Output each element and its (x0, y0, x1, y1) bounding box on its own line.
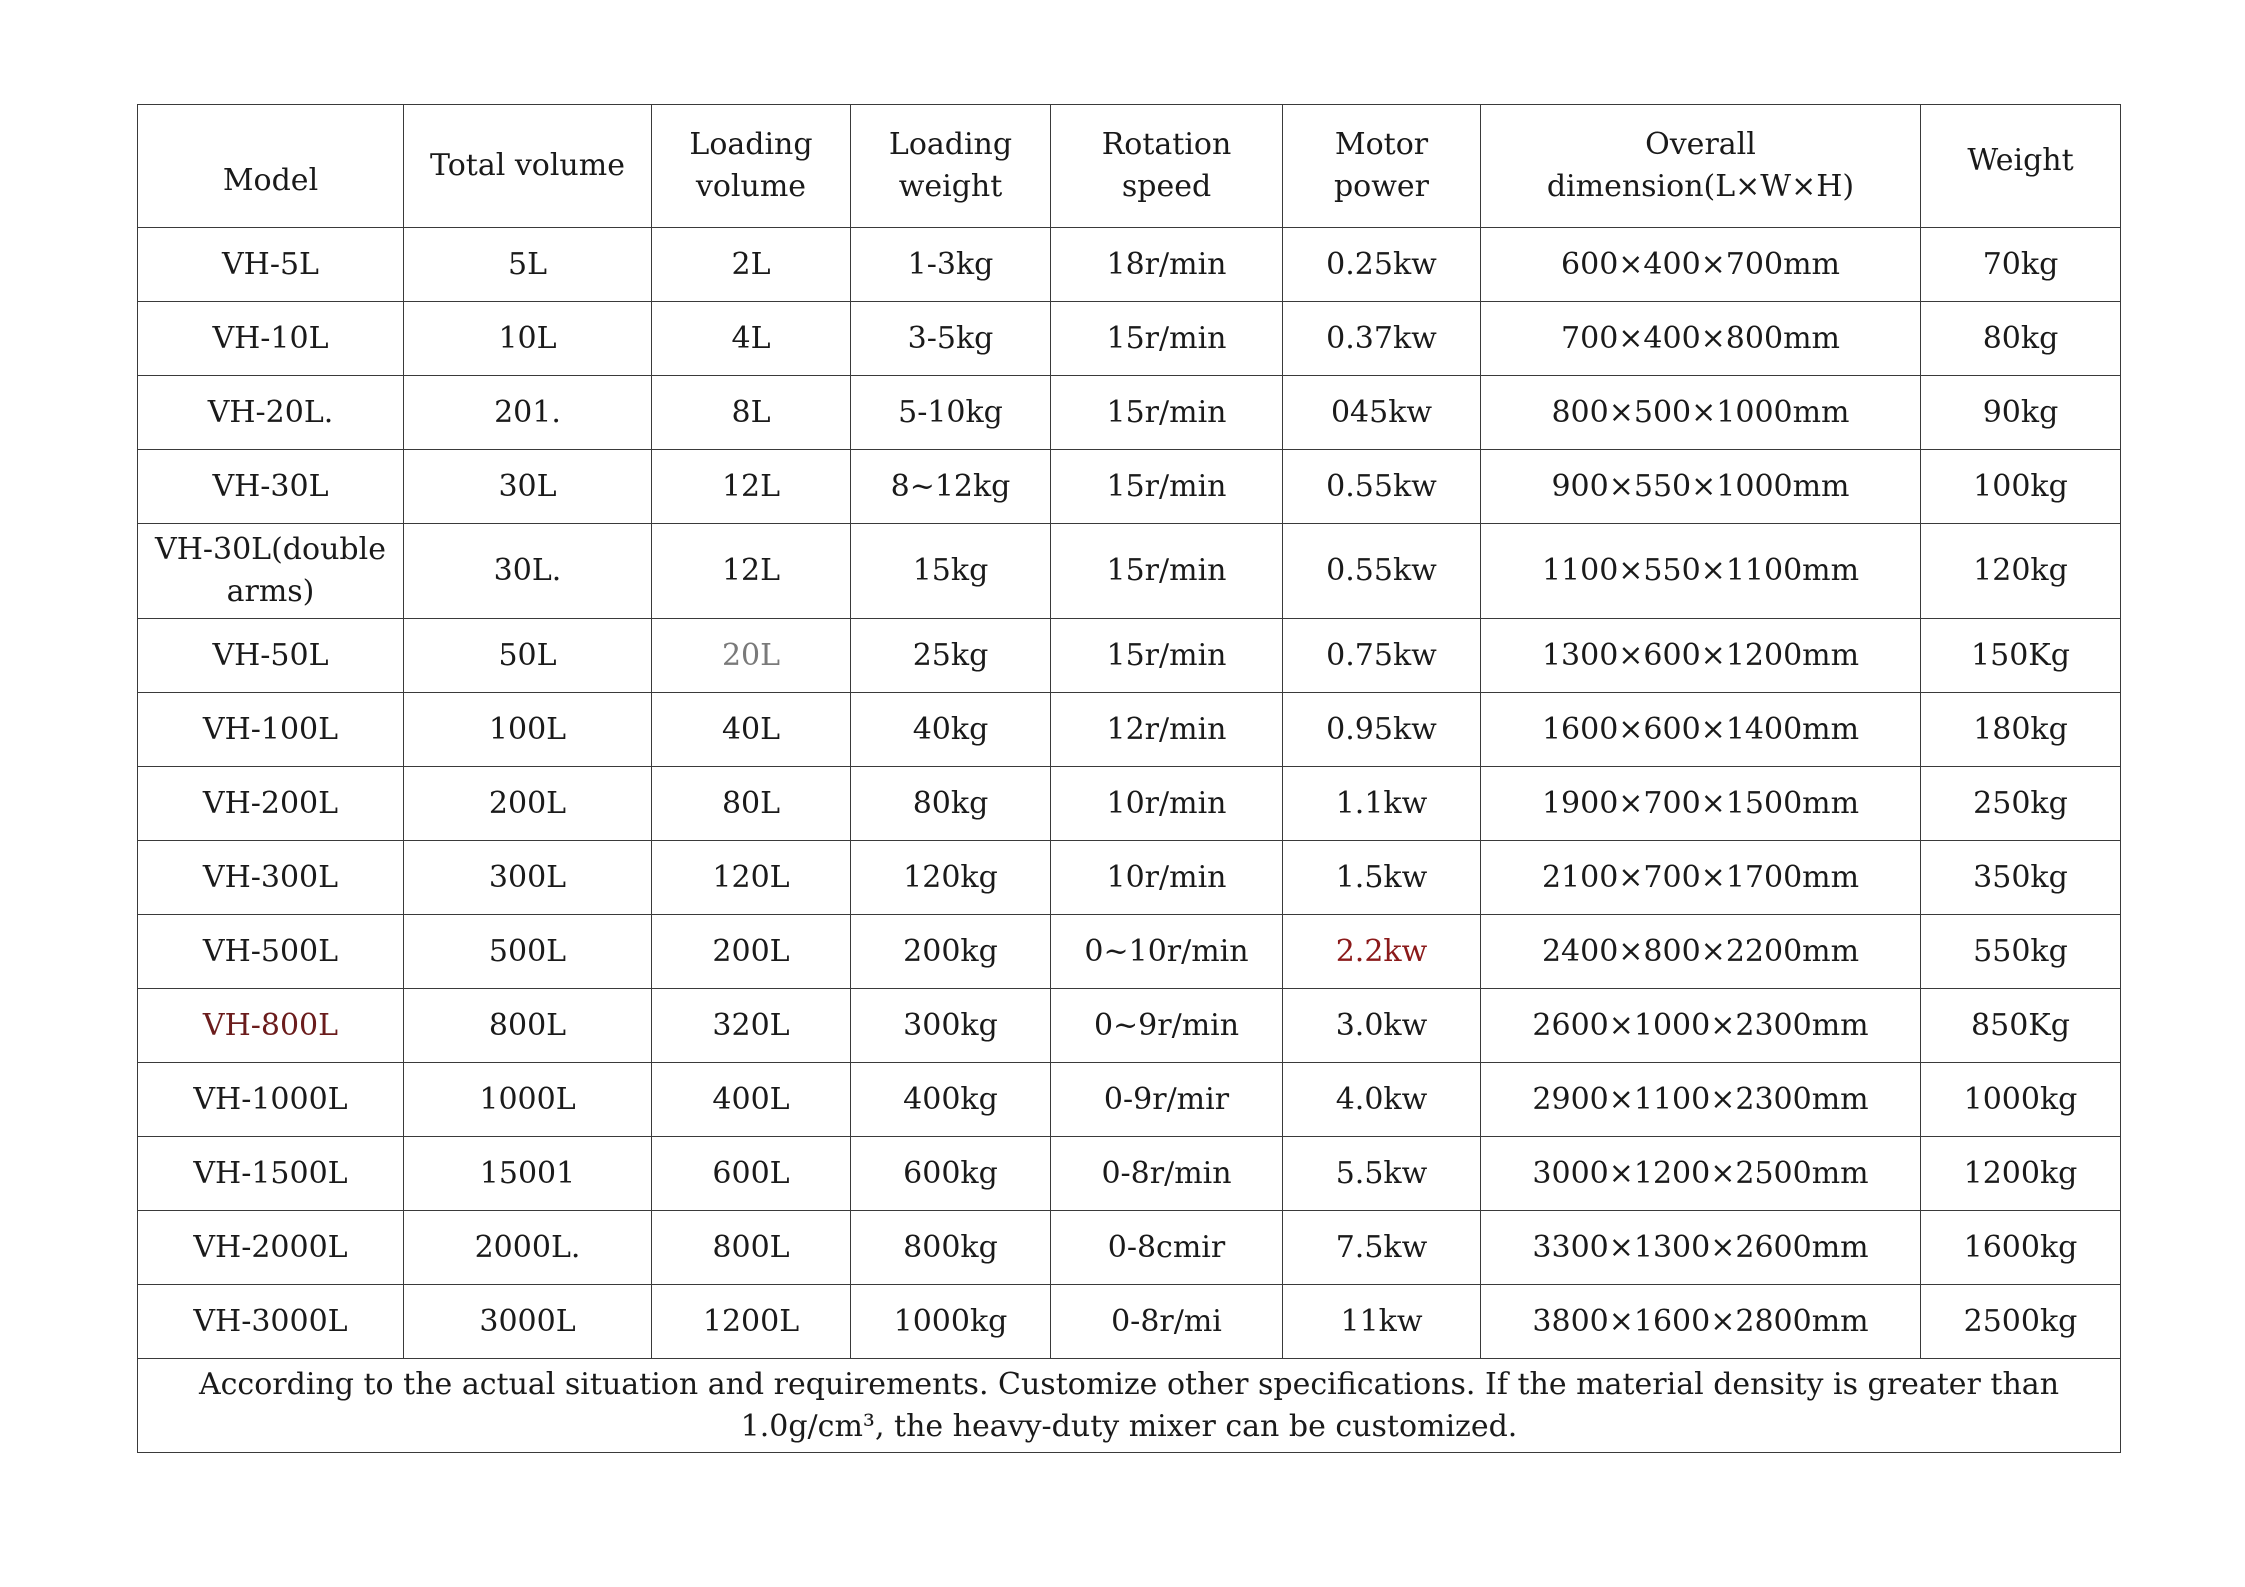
cell-rotation-speed: 15r/min (1051, 302, 1283, 376)
cell-motor-power: 0.95kw (1283, 693, 1481, 767)
cell-loading-weight: 1-3kg (851, 228, 1051, 302)
cell-total-volume: 2000L. (404, 1211, 652, 1285)
cell-weight: 120kg (1921, 524, 2121, 619)
cell-overall-dimension: 2100×700×1700mm (1481, 841, 1921, 915)
header-overall-dimension: Overall dimension(L×W×H) (1481, 105, 1921, 228)
cell-weight: 150Kg (1921, 619, 2121, 693)
cell-model: VH-1000L (138, 1063, 404, 1137)
table-row (138, 450, 2121, 524)
cell-total-volume: 200L (404, 767, 652, 841)
cell-total-volume: 800L (404, 989, 652, 1063)
header-weight: Weight (1921, 105, 2121, 228)
cell-rotation-speed: 0-8r/mi (1051, 1285, 1283, 1359)
cell-motor-power: 1.5kw (1283, 841, 1481, 915)
cell-total-volume: 50L (404, 619, 652, 693)
cell-model: VH-3000L (138, 1285, 404, 1359)
cell-loading-volume: 12L (652, 524, 851, 619)
cell-loading-volume: 200L (652, 915, 851, 989)
cell-overall-dimension: 1100×550×1100mm (1481, 524, 1921, 619)
cell-overall-dimension: 2400×800×2200mm (1481, 915, 1921, 989)
footnote: According to the actual situation and requirements. Customize other specifications. If the material density is greater than 1.0g/cm³, the heavy-duty mixer can be customized. (138, 1359, 2121, 1453)
cell-model: VH-30L(double arms) (138, 524, 404, 619)
table-row (138, 376, 2121, 450)
table-row (138, 915, 2121, 989)
table-row (138, 989, 2121, 1063)
cell-total-volume: 500L (404, 915, 652, 989)
table-row (138, 767, 2121, 841)
cell-loading-volume: 80L (652, 767, 851, 841)
cell-loading-volume: 400L (652, 1063, 851, 1137)
cell-loading-volume: 2L (652, 228, 851, 302)
cell-loading-weight: 300kg (851, 989, 1051, 1063)
cell-total-volume: 15001 (404, 1137, 652, 1211)
table-row (138, 619, 2121, 693)
cell-total-volume: 3000L (404, 1285, 652, 1359)
cell-rotation-speed: 0~9r/min (1051, 989, 1283, 1063)
cell-rotation-speed: 0-8r/min (1051, 1137, 1283, 1211)
cell-loading-weight: 400kg (851, 1063, 1051, 1137)
cell-loading-weight: 40kg (851, 693, 1051, 767)
cell-rotation-speed: 10r/min (1051, 767, 1283, 841)
spec-table (137, 104, 2121, 1453)
cell-model: VH-30L (138, 450, 404, 524)
cell-loading-volume: 8L (652, 376, 851, 450)
cell-weight: 180kg (1921, 693, 2121, 767)
cell-motor-power: 11kw (1283, 1285, 1481, 1359)
cell-model: VH-10L (138, 302, 404, 376)
cell-weight: 100kg (1921, 450, 2121, 524)
cell-motor-power: 0.37kw (1283, 302, 1481, 376)
cell-model: VH-100L (138, 693, 404, 767)
table-row (138, 1137, 2121, 1211)
table-row (138, 524, 2121, 619)
cell-motor-power: 1.1kw (1283, 767, 1481, 841)
cell-rotation-speed: 0~10r/min (1051, 915, 1283, 989)
cell-overall-dimension: 1900×700×1500mm (1481, 767, 1921, 841)
cell-overall-dimension: 2900×1100×2300mm (1481, 1063, 1921, 1137)
cell-model: VH-5L (138, 228, 404, 302)
cell-total-volume: 201. (404, 376, 652, 450)
cell-total-volume: 1000L (404, 1063, 652, 1137)
cell-motor-power: 0.25kw (1283, 228, 1481, 302)
cell-overall-dimension: 1300×600×1200mm (1481, 619, 1921, 693)
cell-loading-weight: 600kg (851, 1137, 1051, 1211)
table-row (138, 1285, 2121, 1359)
cell-rotation-speed: 18r/min (1051, 228, 1283, 302)
cell-motor-power: 0.55kw (1283, 450, 1481, 524)
table-row (138, 228, 2121, 302)
cell-loading-volume: 800L (652, 1211, 851, 1285)
header-total-volume: Total volume (404, 105, 652, 228)
cell-weight: 550kg (1921, 915, 2121, 989)
header-loading-weight: Loading weight (851, 105, 1051, 228)
cell-model: VH-50L (138, 619, 404, 693)
cell-rotation-speed: 0-8cmir (1051, 1211, 1283, 1285)
cell-loading-weight: 3-5kg (851, 302, 1051, 376)
cell-weight: 1200kg (1921, 1137, 2121, 1211)
cell-model: VH-20L. (138, 376, 404, 450)
cell-loading-weight: 800kg (851, 1211, 1051, 1285)
cell-rotation-speed: 15r/min (1051, 524, 1283, 619)
cell-overall-dimension: 3800×1600×2800mm (1481, 1285, 1921, 1359)
cell-model: VH-500L (138, 915, 404, 989)
cell-overall-dimension: 2600×1000×2300mm (1481, 989, 1921, 1063)
cell-model: VH-800L (138, 989, 404, 1063)
cell-total-volume: 100L (404, 693, 652, 767)
table-row (138, 1063, 2121, 1137)
cell-overall-dimension: 1600×600×1400mm (1481, 693, 1921, 767)
cell-overall-dimension: 600×400×700mm (1481, 228, 1921, 302)
cell-overall-dimension: 3300×1300×2600mm (1481, 1211, 1921, 1285)
table-row (138, 302, 2121, 376)
table-row (138, 693, 2121, 767)
cell-loading-weight: 25kg (851, 619, 1051, 693)
cell-overall-dimension: 900×550×1000mm (1481, 450, 1921, 524)
cell-rotation-speed: 0-9r/mir (1051, 1063, 1283, 1137)
cell-weight: 350kg (1921, 841, 2121, 915)
cell-loading-volume: 20L (652, 619, 851, 693)
cell-model: VH-2000L (138, 1211, 404, 1285)
cell-weight: 850Kg (1921, 989, 2121, 1063)
cell-weight: 1600kg (1921, 1211, 2121, 1285)
header-rotation-speed: Rotation speed (1051, 105, 1283, 228)
cell-motor-power: 7.5kw (1283, 1211, 1481, 1285)
cell-weight: 2500kg (1921, 1285, 2121, 1359)
cell-motor-power: 045kw (1283, 376, 1481, 450)
cell-loading-volume: 4L (652, 302, 851, 376)
cell-model: VH-300L (138, 841, 404, 915)
cell-overall-dimension: 3000×1200×2500mm (1481, 1137, 1921, 1211)
cell-loading-volume: 120L (652, 841, 851, 915)
cell-rotation-speed: 15r/min (1051, 376, 1283, 450)
cell-motor-power: 0.55kw (1283, 524, 1481, 619)
cell-rotation-speed: 15r/min (1051, 450, 1283, 524)
header-loading-volume: Loading volume (652, 105, 851, 228)
cell-weight: 250kg (1921, 767, 2121, 841)
cell-weight: 90kg (1921, 376, 2121, 450)
header-motor-power: Motor power (1283, 105, 1481, 228)
cell-total-volume: 30L. (404, 524, 652, 619)
cell-motor-power: 2.2kw (1283, 915, 1481, 989)
cell-loading-volume: 12L (652, 450, 851, 524)
cell-loading-weight: 5-10kg (851, 376, 1051, 450)
cell-loading-weight: 1000kg (851, 1285, 1051, 1359)
cell-loading-weight: 120kg (851, 841, 1051, 915)
cell-loading-weight: 200kg (851, 915, 1051, 989)
cell-loading-volume: 40L (652, 693, 851, 767)
cell-model: VH-200L (138, 767, 404, 841)
cell-total-volume: 5L (404, 228, 652, 302)
cell-motor-power: 0.75kw (1283, 619, 1481, 693)
cell-rotation-speed: 12r/min (1051, 693, 1283, 767)
cell-weight: 70kg (1921, 228, 2121, 302)
cell-weight: 80kg (1921, 302, 2121, 376)
cell-total-volume: 10L (404, 302, 652, 376)
cell-loading-volume: 320L (652, 989, 851, 1063)
footnote-row (138, 1359, 2121, 1453)
header-row (138, 105, 2121, 228)
cell-loading-weight: 15kg (851, 524, 1051, 619)
cell-rotation-speed: 15r/min (1051, 619, 1283, 693)
cell-weight: 1000kg (1921, 1063, 2121, 1137)
cell-overall-dimension: 700×400×800mm (1481, 302, 1921, 376)
header-model: Model (138, 105, 404, 228)
cell-loading-volume: 600L (652, 1137, 851, 1211)
cell-loading-volume: 1200L (652, 1285, 851, 1359)
cell-loading-weight: 80kg (851, 767, 1051, 841)
cell-total-volume: 30L (404, 450, 652, 524)
cell-motor-power: 4.0kw (1283, 1063, 1481, 1137)
cell-model: VH-1500L (138, 1137, 404, 1211)
cell-total-volume: 300L (404, 841, 652, 915)
cell-motor-power: 3.0kw (1283, 989, 1481, 1063)
table-row (138, 841, 2121, 915)
cell-loading-weight: 8~12kg (851, 450, 1051, 524)
table-body (138, 228, 2121, 1359)
cell-overall-dimension: 800×500×1000mm (1481, 376, 1921, 450)
cell-motor-power: 5.5kw (1283, 1137, 1481, 1211)
table-row (138, 1211, 2121, 1285)
cell-rotation-speed: 10r/min (1051, 841, 1283, 915)
